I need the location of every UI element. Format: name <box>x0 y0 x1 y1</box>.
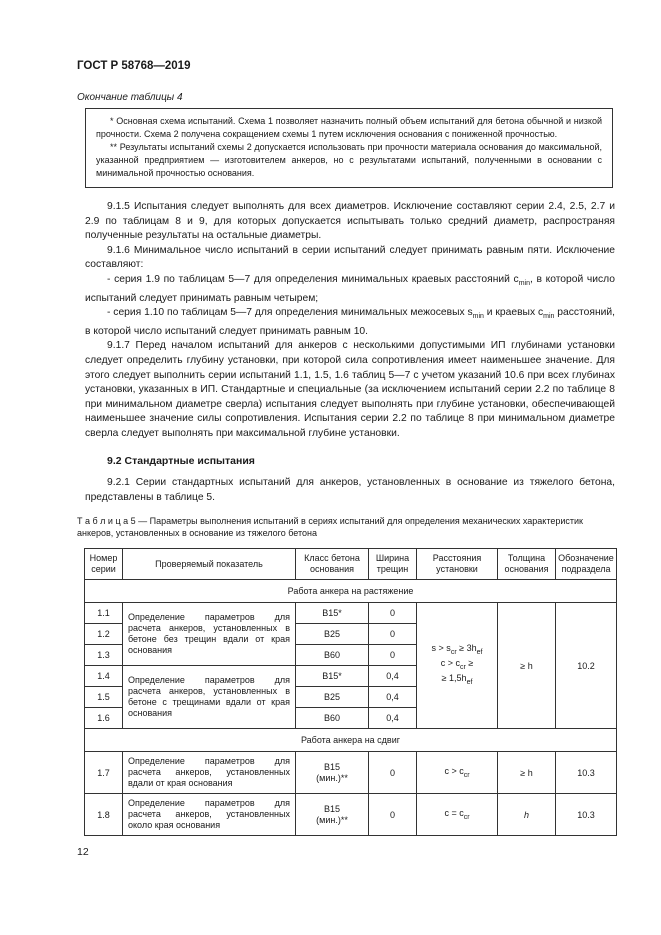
list-item: - серия 1.10 по таблицам 5—7 для определения минимальных межосевых $s_{min}$ и краевых $c_{min}$ расстояний, в которой число испытаний следует принимать равным 10. <box>85 307 615 337</box>
concrete-class: B25 <box>296 624 369 645</box>
indicator-description: Определение параметров для расчета анкеров, установленных в бетоне без трещин вдали от края основания <box>123 603 296 666</box>
base-thickness: ≥ h <box>498 603 556 729</box>
crack-width: 0,4 <box>369 687 417 708</box>
page-number: 12 <box>77 846 89 858</box>
section-heading: 9.2 Стандартные испытания <box>107 455 255 467</box>
document-header: ГОСТ Р 58768—2019 <box>77 60 191 72</box>
subsection-ref: 10.3 <box>556 752 617 794</box>
series-number: 1.1 <box>85 603 123 624</box>
concrete-class: B15 (мин.)** <box>296 752 369 794</box>
concrete-class: B15* <box>296 666 369 687</box>
series-number: 1.6 <box>85 708 123 729</box>
crack-width: 0 <box>369 624 417 645</box>
column-header: Проверяемый показатель <box>123 549 296 580</box>
series-number: 1.2 <box>85 624 123 645</box>
clause-9-1-5: 9.1.5 Испытания следует выполнять для всех диаметров. Исключение составляют серии 2.4, 2.5, 2.7 и 2.9 по таблицам 8 и 9, для которых допускается испытывать только средний диаметр, распространяя полученные результаты на остальные диаметры. <box>85 201 615 242</box>
table-row <box>85 794 617 836</box>
list-item: - серия 1.9 по таблицам 5—7 для определения минимальных краевых расстояний $c_{min}$, в которой число испытаний следует принимать равным четырем; <box>85 273 616 304</box>
installation-distances: $s > s_{cr} \ge 3h_{ef}$ $c > c_{cr}$ ≥ ≥ $1,5h_{ef}$ <box>417 603 498 729</box>
concrete-class: B25 <box>296 687 369 708</box>
table-header-row <box>85 549 617 580</box>
concrete-class: B60 <box>296 645 369 666</box>
table-continuation-label: Окончание таблицы 4 <box>77 92 183 103</box>
clause-9-1-6: 9.1.6 Минимальное число испытаний в серии испытаний следует принимать равным пяти. Исключение составляют: <box>85 244 615 271</box>
series-number: 1.7 <box>85 752 123 794</box>
table-4-notes <box>85 108 613 188</box>
column-header: Расстояния установки <box>417 549 498 580</box>
table-group-row <box>85 729 617 752</box>
series-number: 1.4 <box>85 666 123 687</box>
table-row <box>85 603 617 624</box>
subsection-ref: 10.2 <box>556 603 617 729</box>
column-header: Номер серии <box>85 549 123 580</box>
clause-9-1-5-to-9-1-7 <box>85 200 615 442</box>
subsection-ref: 10.3 <box>556 794 617 836</box>
indicator-description: Определение параметров для расчета анкеров, установленных около края основания <box>123 794 296 836</box>
column-header: Обозначение подраздела <box>556 549 617 580</box>
concrete-class: B15* <box>296 603 369 624</box>
table-row <box>85 752 617 794</box>
base-thickness: ≥ h <box>498 752 556 794</box>
crack-width: 0 <box>369 794 417 836</box>
group-label-tension: Работа анкера на растяжение <box>85 580 617 603</box>
crack-width: 0,4 <box>369 666 417 687</box>
column-header: Класс бетона основания <box>296 549 369 580</box>
note-2: ** Результаты испытаний схемы 2 допускается использовать при прочности материала основания до максимальной, указанной предприятием — изготовителем анкеров, но с результатами испытаний, полученными в основании с минимальной прочностью основания. <box>96 142 602 178</box>
clause-9-1-7: 9.1.7 Перед началом испытаний для анкеров с несколькими допустимыми ИП глубинами установки следует определить глубину установки, при которой сила сопротивления имеет наименьшее значение. Для этого следует выполнить серии испытаний 1.1, 1.5, 1.6 таблиц 5—7 с учетом указаний 10.6 при всех глубинах установки, указанных в ИП. Стандартные и специальные (за исключением испытаний серии 2.2 по таблице 8 при минимальном диаметре сверла) испытания следует выполнять при глубине установки, обеспечивающей наименьшее значение силы сопротивления. Испытания серии 2.2 по таблице 8 при минимальном диаметре сверла следует выполнять при максимальной глубине установки. <box>85 340 615 439</box>
indicator-description: Определение параметров для расчета анкеров, установленных вдали от края основания <box>123 752 296 794</box>
group-label-shear: Работа анкера на сдвиг <box>85 729 617 752</box>
series-number: 1.5 <box>85 687 123 708</box>
table-5 <box>84 548 617 836</box>
column-header: Толщина основания <box>498 549 556 580</box>
installation-distances: $c = c_{cr}$ <box>417 794 498 836</box>
series-number: 1.8 <box>85 794 123 836</box>
base-thickness: h <box>498 794 556 836</box>
indicator-description: Определение параметров для расчета анкеров, установленных в бетоне с трещинами вдали от края основания <box>123 666 296 729</box>
concrete-class: B15 (мин.)** <box>296 794 369 836</box>
series-number: 1.3 <box>85 645 123 666</box>
crack-width: 0 <box>369 603 417 624</box>
table-group-row <box>85 580 617 603</box>
note-1: * Основная схема испытаний. Схема 1 позволяет назначить полный объем испытаний для бетона обычной и низкой прочности. Схема 2 получена сокращением схемы 1 путем исключения основания с пониженной прочностью. <box>96 116 602 139</box>
column-header: Ширина трещин <box>369 549 417 580</box>
installation-distances: $c > c_{cr}$ <box>417 752 498 794</box>
concrete-class: B60 <box>296 708 369 729</box>
crack-width: 0 <box>369 752 417 794</box>
crack-width: 0,4 <box>369 708 417 729</box>
clause-9-2-1: 9.2.1 Серии стандартных испытаний для анкеров, установленных в основание из тяжелого бетона, представлены в таблице 5. <box>85 477 615 503</box>
table-caption: Т а б л и ц а 5 — Параметры выполнения испытаний в сериях испытаний для определения механических характеристик анкеров, установленных в основание из тяжелого бетона <box>77 516 583 538</box>
crack-width: 0 <box>369 645 417 666</box>
